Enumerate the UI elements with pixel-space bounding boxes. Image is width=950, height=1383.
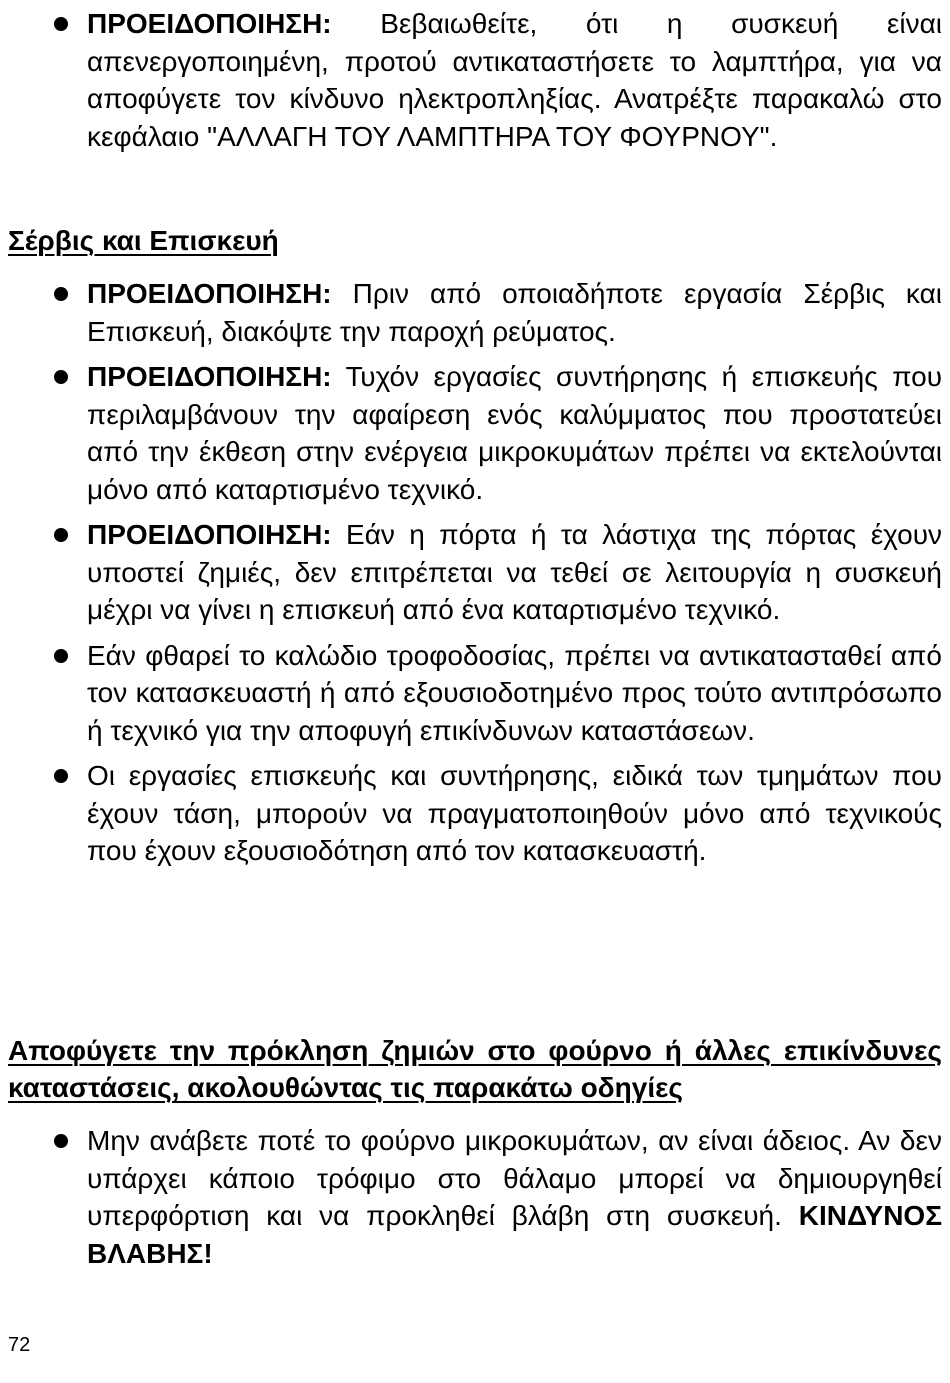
section-heading: Σέρβις και Επισκευή	[8, 225, 279, 256]
bullet-item	[8, 358, 942, 508]
bullet-text: Τυχόν εργασίες συντήρησης ή επισκευής που περιλαμβάνουν την αφαίρεση ενός καλύμματος που προστατεύει από την έκθεση στην ενέργεια μικροκυμάτων πρέπει να εκτελούνται μόνο από καταρτισμένο τεχνικό.	[87, 361, 942, 505]
bullet-dot-icon	[54, 1134, 68, 1148]
bullet-item	[8, 757, 942, 870]
bullet-dot-icon	[54, 17, 68, 31]
bullet-text: Εάν φθαρεί το καλώδιο τροφοδοσίας, πρέπει να αντικατασταθεί από τον κατασκευαστή ή από εξουσιοδοτημένο προς τούτο αντιπρόσωπο ή τεχνικό για την αποφυγή επικίνδυνων καταστάσεων.	[87, 639, 942, 746]
bullet-text: Πριν από οποιαδήποτε εργασία Σέρβις και Επισκευή, διακόψτε την παροχή ρεύματος.	[87, 278, 942, 347]
bullet-item	[8, 516, 942, 629]
warning-label: ΠΡΟΕΙΔΟΠΟΙΗΣΗ:	[87, 519, 332, 550]
service-section	[8, 222, 942, 878]
bullet-dot-icon	[54, 649, 68, 663]
warning-label: ΠΡΟΕΙΔΟΠΟΙΗΣΗ:	[87, 278, 332, 309]
page-number: 72	[8, 1334, 31, 1356]
bullet-text: Εάν η πόρτα ή τα λάστιχα της πόρτας έχουν υποστεί ζημιές, δεν επιτρέπεται να τεθεί σε λειτουργία η συσκευή μέχρι να γίνει η επισκευή από ένα καταρτισμένο τεχνικό.	[87, 519, 942, 625]
bullet-dot-icon	[54, 370, 68, 384]
bullet-list	[8, 5, 942, 155]
bullet-text: Οι εργασίες επισκευής και συντήρησης, ειδικά των τμημάτων που έχουν τάση, μπορούν να πραγματοποιηθούν μόνο από τεχνικούς που έχουν εξουσιοδότηση από τον κατασκευαστή.	[87, 760, 942, 866]
bullet-item	[8, 637, 942, 750]
bullet-dot-icon	[54, 528, 68, 542]
bullet-item	[8, 5, 942, 155]
section-heading: Αποφύγετε την πρόκληση ζημιών στο φούρνο ή άλλες επικίνδυνες καταστάσεις, ακολουθώντας τις παρακάτω οδηγίες	[8, 1035, 942, 1103]
bullet-item	[8, 1122, 942, 1272]
bullet-dot-icon	[54, 769, 68, 783]
bullet-text: Βεβαιωθείτε, ότι η συσκευή είναι απενεργοποιημένη, προτού αντικαταστήσετε το λαμπτήρα, για να αποφύγετε τον κίνδυνο ηλεκτροπληξίας. Ανατρέξτε παρακαλώ στο κεφάλαιο "ΑΛΛΑΓΗ ΤΟΥ ΛΑΜΠΤΗΡΑ ΤΟΥ ΦΟΥΡΝΟΥ".	[87, 8, 942, 152]
warning-label: ΠΡΟΕΙΔΟΠΟΙΗΣΗ:	[87, 8, 332, 39]
bullet-list	[8, 1122, 942, 1272]
danger-emphasis: ΚΙΝΔΥΝΟΣ ΒΛΑΒΗΣ!	[87, 1200, 942, 1269]
bullet-item	[8, 275, 942, 350]
warning-label: ΠΡΟΕΙΔΟΠΟΙΗΣΗ:	[87, 361, 332, 392]
bullet-list	[8, 275, 942, 870]
avoid-damage-section	[8, 1032, 942, 1280]
lamp-warning-section	[8, 5, 942, 163]
bullet-dot-icon	[54, 287, 68, 301]
bullet-text: Μην ανάβετε ποτέ το φούρνο μικροκυμάτων, αν είναι άδειος. Αν δεν υπάρχει κάποιο τρόφιμο στο θάλαμο μπορεί να δημιουργηθεί υπερφόρτιση και να προκληθεί βλάβη στη συσκευή.	[87, 1125, 942, 1231]
